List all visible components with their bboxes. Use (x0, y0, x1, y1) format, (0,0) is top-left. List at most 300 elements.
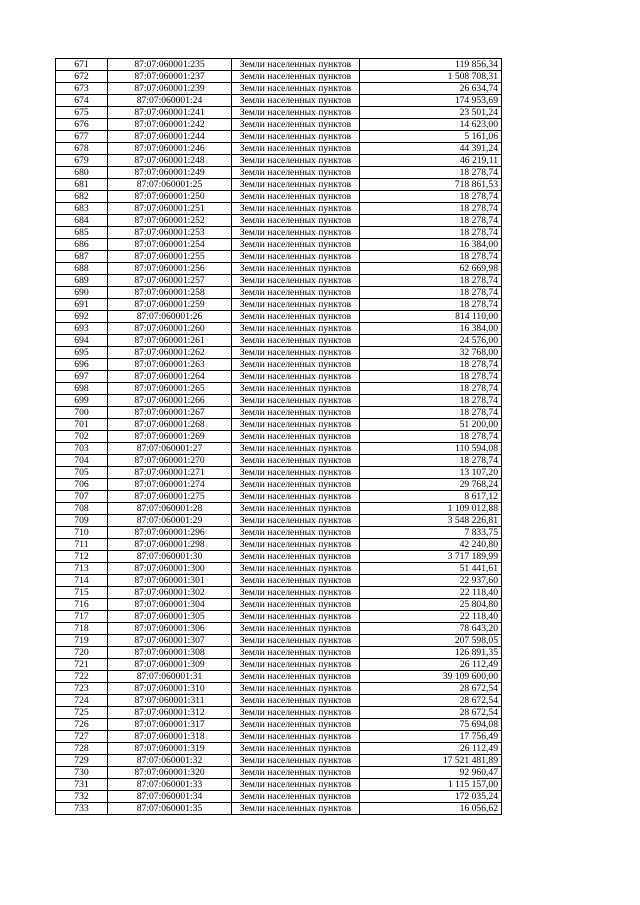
cadastral-value-cell: 207 598,05 (360, 635, 502, 647)
row-number-cell: 711 (56, 539, 108, 551)
table-row (56, 287, 502, 299)
row-number-cell: 676 (56, 119, 108, 131)
land-category-cell: Земли населенных пунктов (232, 563, 360, 575)
table-row (56, 311, 502, 323)
row-number-cell: 674 (56, 95, 108, 107)
row-number-cell: 731 (56, 779, 108, 791)
cadastral-number-cell: 87:07:060001:298 (108, 539, 232, 551)
land-category-cell: Земли населенных пунктов (232, 227, 360, 239)
row-number-cell: 698 (56, 383, 108, 395)
cadastral-value-cell: 42 240,80 (360, 539, 502, 551)
cadastral-number-cell: 87:07:060001:250 (108, 191, 232, 203)
row-number-cell: 679 (56, 155, 108, 167)
cadastral-value-cell: 13 107,20 (360, 467, 502, 479)
land-category-cell: Земли населенных пунктов (232, 95, 360, 107)
row-number-cell: 681 (56, 179, 108, 191)
cadastral-value-cell: 29 768,24 (360, 479, 502, 491)
cadastral-value-cell: 18 278,74 (360, 371, 502, 383)
row-number-cell: 673 (56, 83, 108, 95)
land-category-cell: Земли населенных пунктов (232, 215, 360, 227)
cadastral-value-cell: 23 501,24 (360, 107, 502, 119)
land-category-cell: Земли населенных пунктов (232, 167, 360, 179)
cadastral-value-cell: 14 623,00 (360, 119, 502, 131)
table-row (56, 743, 502, 755)
cadastral-number-cell: 87:07:060001:319 (108, 743, 232, 755)
cadastral-value-cell: 18 278,74 (360, 359, 502, 371)
row-number-cell: 695 (56, 347, 108, 359)
cadastral-value-cell: 39 109 600,00 (360, 671, 502, 683)
row-number-cell: 733 (56, 803, 108, 815)
row-number-cell: 721 (56, 659, 108, 671)
land-category-cell: Земли населенных пунктов (232, 131, 360, 143)
land-category-cell: Земли населенных пунктов (232, 587, 360, 599)
table-row (56, 419, 502, 431)
cadastral-value-cell: 3 548 226,81 (360, 515, 502, 527)
land-category-cell: Земли населенных пунктов (232, 323, 360, 335)
row-number-cell: 707 (56, 491, 108, 503)
cadastral-number-cell: 87:07:060001:256 (108, 263, 232, 275)
cadastral-number-cell: 87:07:060001:271 (108, 467, 232, 479)
row-number-cell: 714 (56, 575, 108, 587)
row-number-cell: 684 (56, 215, 108, 227)
cadastral-number-cell: 87:07:060001:241 (108, 107, 232, 119)
cadastral-number-cell: 87:07:060001:304 (108, 599, 232, 611)
table-row (56, 431, 502, 443)
cadastral-number-cell: 87:07:060001:248 (108, 155, 232, 167)
cadastral-value-cell: 32 768,00 (360, 347, 502, 359)
cadastral-value-cell: 18 278,74 (360, 431, 502, 443)
row-number-cell: 677 (56, 131, 108, 143)
cadastral-number-cell: 87:07:060001:270 (108, 455, 232, 467)
cadastral-value-cell: 18 278,74 (360, 395, 502, 407)
cadastral-number-cell: 87:07:060001:262 (108, 347, 232, 359)
cadastral-number-cell: 87:07:060001:268 (108, 419, 232, 431)
row-number-cell: 701 (56, 419, 108, 431)
row-number-cell: 696 (56, 359, 108, 371)
cadastral-value-cell: 814 110,00 (360, 311, 502, 323)
cadastral-value-cell: 18 278,74 (360, 275, 502, 287)
land-category-cell: Земли населенных пунктов (232, 443, 360, 455)
cadastral-value-cell: 5 161,06 (360, 131, 502, 143)
table-row (56, 539, 502, 551)
land-category-cell: Земли населенных пунктов (232, 359, 360, 371)
table-row (56, 611, 502, 623)
cadastral-value-cell: 26 112,49 (360, 659, 502, 671)
cadastral-number-cell: 87:07:060001:237 (108, 71, 232, 83)
row-number-cell: 722 (56, 671, 108, 683)
row-number-cell: 709 (56, 515, 108, 527)
cadastral-number-cell: 87:07:060001:257 (108, 275, 232, 287)
land-category-cell: Земли населенных пунктов (232, 659, 360, 671)
table-row (56, 575, 502, 587)
table-row (56, 587, 502, 599)
table-row (56, 347, 502, 359)
table-row (56, 647, 502, 659)
table-row (56, 755, 502, 767)
cadastral-value-cell: 16 384,00 (360, 239, 502, 251)
row-number-cell: 697 (56, 371, 108, 383)
cadastral-value-cell: 28 672,54 (360, 683, 502, 695)
cadastral-value-cell: 174 953,69 (360, 95, 502, 107)
cadastral-number-cell: 87:07:060001:266 (108, 395, 232, 407)
table-row (56, 395, 502, 407)
row-number-cell: 713 (56, 563, 108, 575)
cadastral-number-cell: 87:07:060001:33 (108, 779, 232, 791)
land-category-cell: Земли населенных пунктов (232, 107, 360, 119)
row-number-cell: 717 (56, 611, 108, 623)
row-number-cell: 732 (56, 791, 108, 803)
row-number-cell: 687 (56, 251, 108, 263)
row-number-cell: 706 (56, 479, 108, 491)
row-number-cell: 716 (56, 599, 108, 611)
cadastral-number-cell: 87:07:060001:252 (108, 215, 232, 227)
table-row (56, 791, 502, 803)
table-row (56, 83, 502, 95)
land-category-cell: Земли населенных пунктов (232, 251, 360, 263)
land-category-cell: Земли населенных пунктов (232, 551, 360, 563)
cadastral-value-cell: 1 115 157,00 (360, 779, 502, 791)
cadastral-value-cell: 1 508 708,31 (360, 71, 502, 83)
cadastral-number-cell: 87:07:060001:301 (108, 575, 232, 587)
cadastral-number-cell: 87:07:060001:312 (108, 707, 232, 719)
land-category-cell: Земли населенных пунктов (232, 575, 360, 587)
table-row (56, 275, 502, 287)
cadastral-value-cell: 18 278,74 (360, 191, 502, 203)
cadastral-value-cell: 7 833,75 (360, 527, 502, 539)
table-body (56, 59, 502, 815)
cadastral-number-cell: 87:07:060001:239 (108, 83, 232, 95)
row-number-cell: 671 (56, 59, 108, 71)
cadastral-value-cell: 51 200,00 (360, 419, 502, 431)
table-row (56, 731, 502, 743)
cadastral-value-cell: 24 576,00 (360, 335, 502, 347)
land-category-cell: Земли населенных пунктов (232, 83, 360, 95)
cadastral-number-cell: 87:07:060001:261 (108, 335, 232, 347)
cadastral-value-cell: 718 861,53 (360, 179, 502, 191)
table-row (56, 95, 502, 107)
cadastral-value-cell: 17 756,49 (360, 731, 502, 743)
cadastral-value-cell: 126 891,35 (360, 647, 502, 659)
table-row (56, 695, 502, 707)
land-category-cell: Земли населенных пунктов (232, 143, 360, 155)
table-row (56, 191, 502, 203)
land-category-cell: Земли населенных пунктов (232, 803, 360, 815)
table-row (56, 683, 502, 695)
cadastral-value-cell: 16 384,00 (360, 323, 502, 335)
row-number-cell: 703 (56, 443, 108, 455)
cadastral-number-cell: 87:07:060001:32 (108, 755, 232, 767)
row-number-cell: 686 (56, 239, 108, 251)
row-number-cell: 691 (56, 299, 108, 311)
cadastral-number-cell: 87:07:060001:274 (108, 479, 232, 491)
table-row (56, 719, 502, 731)
cadastral-number-cell: 87:07:060001:28 (108, 503, 232, 515)
cadastral-number-cell: 87:07:060001:251 (108, 203, 232, 215)
row-number-cell: 680 (56, 167, 108, 179)
cadastral-number-cell: 87:07:060001:320 (108, 767, 232, 779)
row-number-cell: 727 (56, 731, 108, 743)
table-row (56, 779, 502, 791)
land-category-cell: Земли населенных пунктов (232, 539, 360, 551)
cadastral-number-cell: 87:07:060001:35 (108, 803, 232, 815)
cadastral-value-cell: 26 112,49 (360, 743, 502, 755)
table-row (56, 119, 502, 131)
land-category-cell: Земли населенных пунктов (232, 635, 360, 647)
cadastral-number-cell: 87:07:060001:300 (108, 563, 232, 575)
cadastral-value-cell: 110 594,08 (360, 443, 502, 455)
row-number-cell: 672 (56, 71, 108, 83)
table-row (56, 71, 502, 83)
row-number-cell: 728 (56, 743, 108, 755)
cadastral-number-cell: 87:07:060001:242 (108, 119, 232, 131)
land-category-cell: Земли населенных пунктов (232, 623, 360, 635)
row-number-cell: 719 (56, 635, 108, 647)
cadastral-number-cell: 87:07:060001:24 (108, 95, 232, 107)
cadastral-number-cell: 87:07:060001:26 (108, 311, 232, 323)
land-category-cell: Земли населенных пунктов (232, 431, 360, 443)
land-category-cell: Земли населенных пунктов (232, 455, 360, 467)
cadastral-value-table (55, 58, 502, 815)
table-row (56, 467, 502, 479)
row-number-cell: 688 (56, 263, 108, 275)
row-number-cell: 699 (56, 395, 108, 407)
row-number-cell: 705 (56, 467, 108, 479)
table-row (56, 563, 502, 575)
cadastral-number-cell: 87:07:060001:265 (108, 383, 232, 395)
land-category-cell: Земли населенных пунктов (232, 179, 360, 191)
row-number-cell: 726 (56, 719, 108, 731)
cadastral-value-cell: 18 278,74 (360, 215, 502, 227)
cadastral-number-cell: 87:07:060001:311 (108, 695, 232, 707)
row-number-cell: 712 (56, 551, 108, 563)
cadastral-value-cell: 18 278,74 (360, 455, 502, 467)
table-row (56, 491, 502, 503)
row-number-cell: 685 (56, 227, 108, 239)
cadastral-number-cell: 87:07:060001:34 (108, 791, 232, 803)
table-row (56, 623, 502, 635)
cadastral-value-cell: 18 278,74 (360, 227, 502, 239)
table-row (56, 455, 502, 467)
cadastral-number-cell: 87:07:060001:309 (108, 659, 232, 671)
cadastral-value-cell: 22 118,40 (360, 611, 502, 623)
land-category-cell: Земли населенных пунктов (232, 743, 360, 755)
table-row (56, 203, 502, 215)
cadastral-value-cell: 172 035,24 (360, 791, 502, 803)
cadastral-number-cell: 87:07:060001:263 (108, 359, 232, 371)
table-row (56, 515, 502, 527)
row-number-cell: 723 (56, 683, 108, 695)
cadastral-value-cell: 119 856,34 (360, 59, 502, 71)
table-row (56, 323, 502, 335)
table-row (56, 659, 502, 671)
table-row (56, 767, 502, 779)
cadastral-value-cell: 78 643,20 (360, 623, 502, 635)
land-category-cell: Земли населенных пунктов (232, 719, 360, 731)
row-number-cell: 724 (56, 695, 108, 707)
cadastral-number-cell: 87:07:060001:254 (108, 239, 232, 251)
row-number-cell: 675 (56, 107, 108, 119)
cadastral-value-cell: 18 278,74 (360, 383, 502, 395)
cadastral-number-cell: 87:07:060001:29 (108, 515, 232, 527)
cadastral-value-cell: 3 717 189,99 (360, 551, 502, 563)
land-category-cell: Земли населенных пунктов (232, 371, 360, 383)
cadastral-value-cell: 62 669,98 (360, 263, 502, 275)
document-page (55, 58, 501, 815)
land-category-cell: Земли населенных пунктов (232, 395, 360, 407)
land-category-cell: Земли населенных пунктов (232, 311, 360, 323)
land-category-cell: Земли населенных пунктов (232, 383, 360, 395)
land-category-cell: Земли населенных пунктов (232, 791, 360, 803)
land-category-cell: Земли населенных пунктов (232, 647, 360, 659)
cadastral-number-cell: 87:07:060001:275 (108, 491, 232, 503)
table-row (56, 215, 502, 227)
table-row (56, 239, 502, 251)
land-category-cell: Земли населенных пунктов (232, 119, 360, 131)
row-number-cell: 682 (56, 191, 108, 203)
table-row (56, 107, 502, 119)
table-row (56, 407, 502, 419)
table-row (56, 707, 502, 719)
row-number-cell: 729 (56, 755, 108, 767)
cadastral-value-cell: 17 521 481,89 (360, 755, 502, 767)
table-row (56, 179, 502, 191)
table-row (56, 443, 502, 455)
table-row (56, 227, 502, 239)
row-number-cell: 730 (56, 767, 108, 779)
table-row (56, 155, 502, 167)
land-category-cell: Земли населенных пунктов (232, 779, 360, 791)
cadastral-number-cell: 87:07:060001:249 (108, 167, 232, 179)
row-number-cell: 689 (56, 275, 108, 287)
land-category-cell: Земли населенных пунктов (232, 731, 360, 743)
cadastral-value-cell: 1 109 012,88 (360, 503, 502, 515)
land-category-cell: Земли населенных пунктов (232, 335, 360, 347)
cadastral-value-cell: 18 278,74 (360, 407, 502, 419)
land-category-cell: Земли населенных пунктов (232, 347, 360, 359)
cadastral-number-cell: 87:07:060001:27 (108, 443, 232, 455)
land-category-cell: Земли населенных пунктов (232, 275, 360, 287)
table-row (56, 335, 502, 347)
cadastral-number-cell: 87:07:060001:307 (108, 635, 232, 647)
row-number-cell: 715 (56, 587, 108, 599)
cadastral-number-cell: 87:07:060001:260 (108, 323, 232, 335)
land-category-cell: Земли населенных пунктов (232, 239, 360, 251)
cadastral-value-cell: 28 672,54 (360, 707, 502, 719)
cadastral-number-cell: 87:07:060001:267 (108, 407, 232, 419)
row-number-cell: 683 (56, 203, 108, 215)
row-number-cell: 700 (56, 407, 108, 419)
land-category-cell: Земли населенных пунктов (232, 599, 360, 611)
table-row (56, 143, 502, 155)
cadastral-number-cell: 87:07:060001:259 (108, 299, 232, 311)
land-category-cell: Земли населенных пунктов (232, 707, 360, 719)
land-category-cell: Земли населенных пунктов (232, 467, 360, 479)
land-category-cell: Земли населенных пунктов (232, 611, 360, 623)
cadastral-value-cell: 26 634,74 (360, 83, 502, 95)
land-category-cell: Земли населенных пунктов (232, 683, 360, 695)
cadastral-number-cell: 87:07:060001:302 (108, 587, 232, 599)
table-row (56, 503, 502, 515)
table-row (56, 59, 502, 71)
row-number-cell: 692 (56, 311, 108, 323)
cadastral-number-cell: 87:07:060001:264 (108, 371, 232, 383)
cadastral-number-cell: 87:07:060001:31 (108, 671, 232, 683)
cadastral-number-cell: 87:07:060001:296 (108, 527, 232, 539)
cadastral-number-cell: 87:07:060001:306 (108, 623, 232, 635)
table-row (56, 527, 502, 539)
row-number-cell: 690 (56, 287, 108, 299)
table-row (56, 299, 502, 311)
cadastral-value-cell: 44 391,24 (360, 143, 502, 155)
cadastral-number-cell: 87:07:060001:30 (108, 551, 232, 563)
table-row (56, 359, 502, 371)
land-category-cell: Земли населенных пунктов (232, 671, 360, 683)
row-number-cell: 718 (56, 623, 108, 635)
cadastral-value-cell: 18 278,74 (360, 287, 502, 299)
land-category-cell: Земли населенных пунктов (232, 191, 360, 203)
cadastral-number-cell: 87:07:060001:246 (108, 143, 232, 155)
table-row (56, 635, 502, 647)
table-row (56, 479, 502, 491)
land-category-cell: Земли населенных пунктов (232, 491, 360, 503)
table-row (56, 263, 502, 275)
cadastral-number-cell: 87:07:060001:317 (108, 719, 232, 731)
land-category-cell: Земли населенных пунктов (232, 299, 360, 311)
table-row (56, 251, 502, 263)
row-number-cell: 693 (56, 323, 108, 335)
cadastral-value-cell: 51 441,61 (360, 563, 502, 575)
row-number-cell: 720 (56, 647, 108, 659)
table-row (56, 803, 502, 815)
land-category-cell: Земли населенных пунктов (232, 527, 360, 539)
cadastral-number-cell: 87:07:060001:258 (108, 287, 232, 299)
cadastral-number-cell: 87:07:060001:255 (108, 251, 232, 263)
cadastral-value-cell: 8 617,12 (360, 491, 502, 503)
cadastral-value-cell: 28 672,54 (360, 695, 502, 707)
land-category-cell: Земли населенных пунктов (232, 263, 360, 275)
land-category-cell: Земли населенных пунктов (232, 287, 360, 299)
cadastral-number-cell: 87:07:060001:269 (108, 431, 232, 443)
row-number-cell: 694 (56, 335, 108, 347)
table-row (56, 383, 502, 395)
table-row (56, 599, 502, 611)
cadastral-value-cell: 92 960,47 (360, 767, 502, 779)
row-number-cell: 710 (56, 527, 108, 539)
table-row (56, 371, 502, 383)
land-category-cell: Земли населенных пунктов (232, 419, 360, 431)
land-category-cell: Земли населенных пунктов (232, 503, 360, 515)
cadastral-value-cell: 18 278,74 (360, 251, 502, 263)
table-row (56, 551, 502, 563)
land-category-cell: Земли населенных пунктов (232, 515, 360, 527)
land-category-cell: Земли населенных пунктов (232, 59, 360, 71)
cadastral-value-cell: 22 937,60 (360, 575, 502, 587)
cadastral-number-cell: 87:07:060001:235 (108, 59, 232, 71)
cadastral-value-cell: 75 694,08 (360, 719, 502, 731)
table-row (56, 671, 502, 683)
row-number-cell: 708 (56, 503, 108, 515)
table-row (56, 167, 502, 179)
cadastral-number-cell: 87:07:060001:308 (108, 647, 232, 659)
row-number-cell: 678 (56, 143, 108, 155)
land-category-cell: Земли населенных пунктов (232, 767, 360, 779)
land-category-cell: Земли населенных пунктов (232, 71, 360, 83)
land-category-cell: Земли населенных пунктов (232, 755, 360, 767)
row-number-cell: 704 (56, 455, 108, 467)
cadastral-value-cell: 22 118,40 (360, 587, 502, 599)
row-number-cell: 725 (56, 707, 108, 719)
cadastral-number-cell: 87:07:060001:305 (108, 611, 232, 623)
